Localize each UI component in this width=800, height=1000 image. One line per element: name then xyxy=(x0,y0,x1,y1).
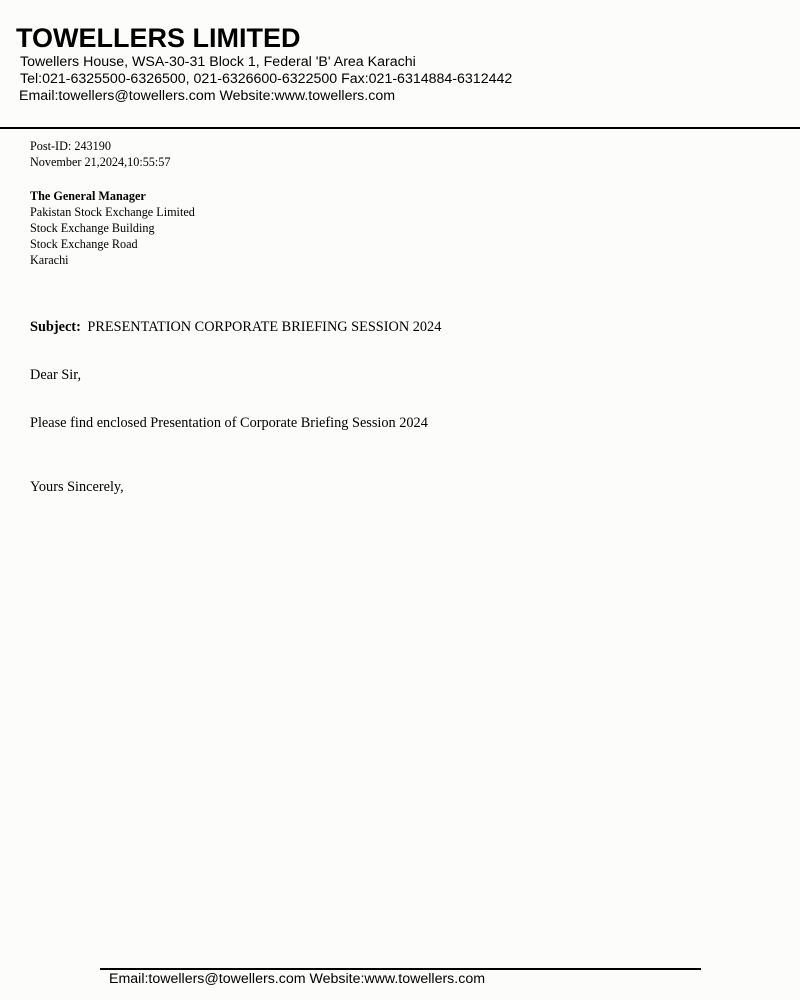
letter-body: Please find enclosed Presentation of Corporate Briefing Session 2024 xyxy=(30,415,428,431)
closing: Yours Sincerely, xyxy=(30,479,124,495)
recipient-city: Karachi xyxy=(30,253,69,267)
company-name: TOWELLERS LIMITED xyxy=(16,23,301,53)
recipient-address xyxy=(30,188,195,268)
company-address: Towellers House, WSA-30-31 Block 1, Federal 'B' Area Karachi xyxy=(20,54,416,70)
salutation: Dear Sir, xyxy=(30,367,82,383)
subject-text: PRESENTATION CORPORATE BRIEFING SESSION 2024 xyxy=(87,319,442,335)
recipient-road: Stock Exchange Road xyxy=(30,237,138,251)
footer-divider xyxy=(100,968,701,970)
footer-email-website: Email:towellers@towellers.com Website:www.towellers.com xyxy=(109,971,486,987)
header-divider xyxy=(0,127,800,129)
recipient-building: Stock Exchange Building xyxy=(30,221,155,235)
recipient-title: The General Manager xyxy=(30,189,146,203)
post-id: Post-ID: 243190 xyxy=(30,139,111,153)
subject-label: Subject: xyxy=(30,319,81,335)
subject-line xyxy=(30,318,441,336)
company-phone-fax: Tel:021-6325500-6326500, 021-6326600-6322500 Fax:021-6314884-6312442 xyxy=(20,71,513,87)
recipient-organization: Pakistan Stock Exchange Limited xyxy=(30,205,195,219)
company-email-website: Email:towellers@towellers.com Website:www.towellers.com xyxy=(19,88,396,104)
post-date: November 21,2024,10:55:57 xyxy=(30,155,171,169)
